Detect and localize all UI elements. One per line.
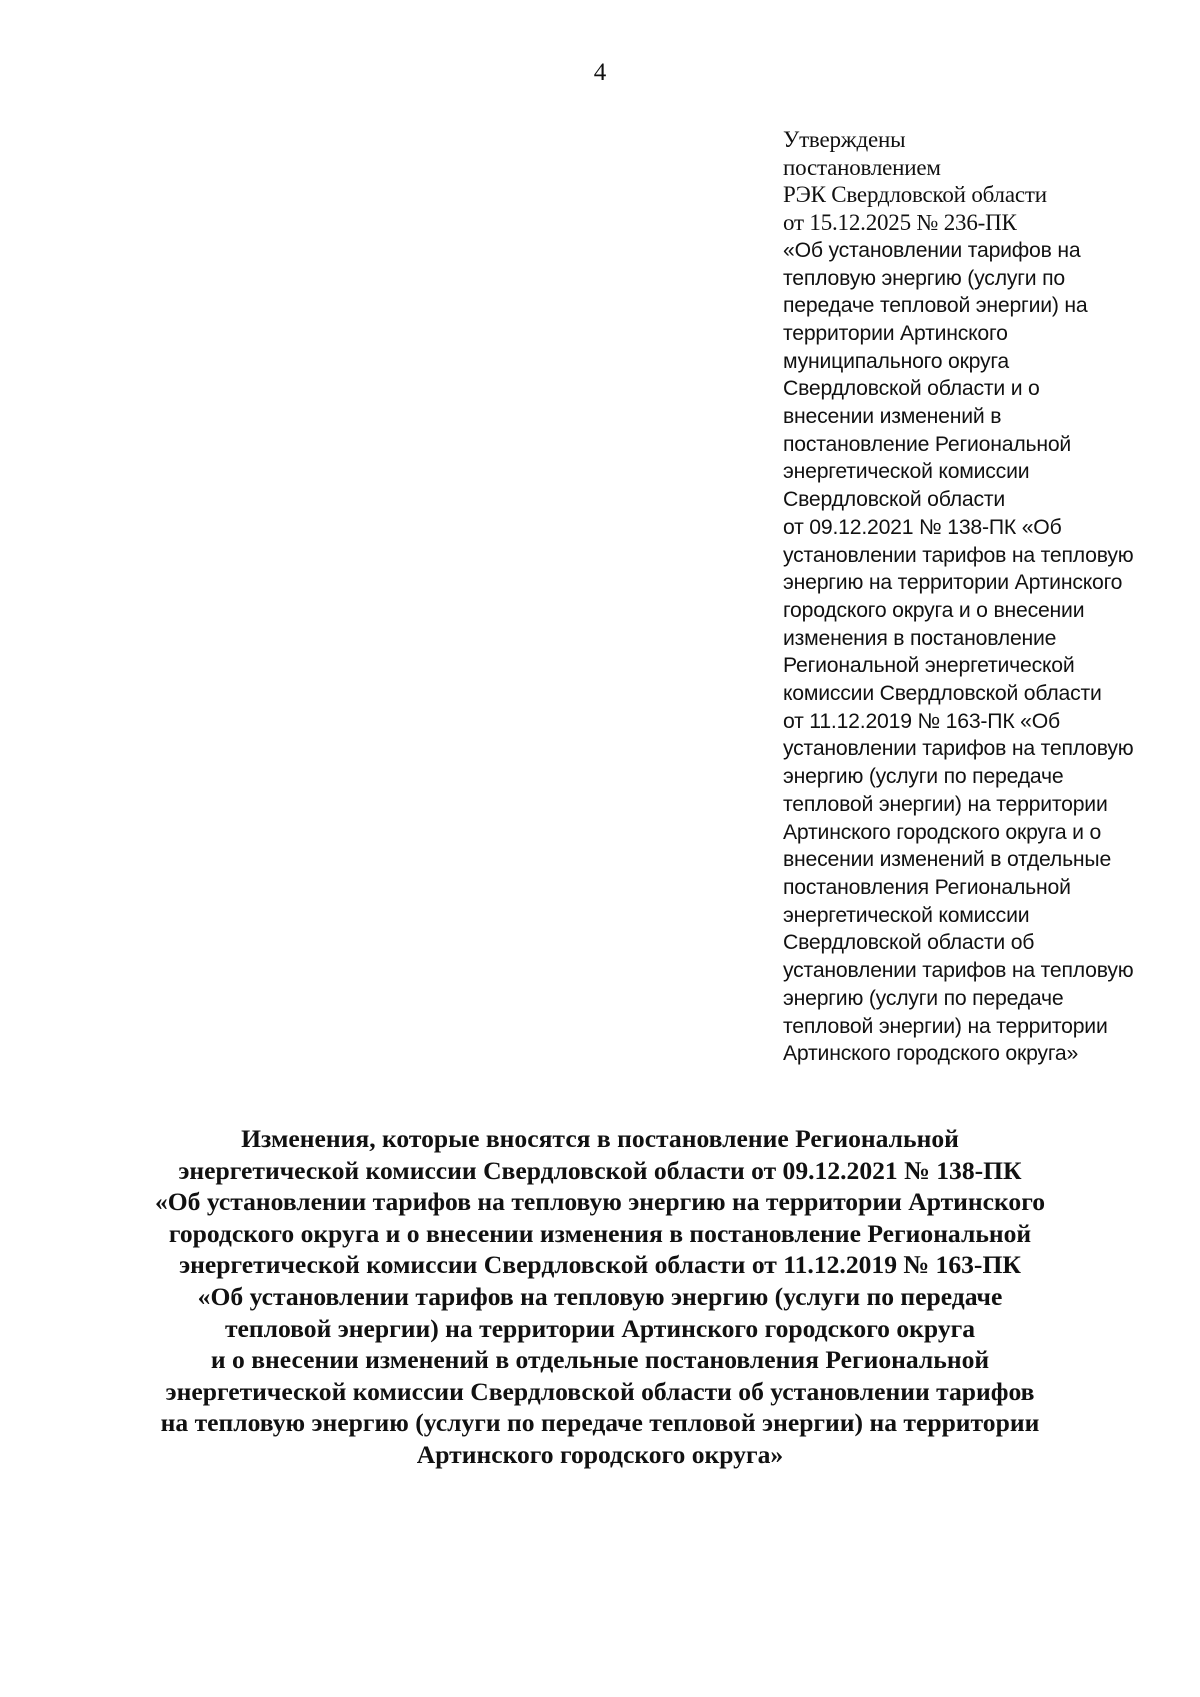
title-line: энергетической комиссии Свердловской области об установлении тарифов — [165, 1376, 1035, 1406]
approval-line: Утверждены — [783, 127, 906, 152]
approval-line: энергетической комиссии — [783, 903, 1030, 927]
approval-line: Артинского городского округа и о — [783, 820, 1102, 844]
title-line: энергетической комиссии Свердловской области от 11.12.2019 № 163-ПК — [179, 1250, 1021, 1280]
approval-stamp-block — [783, 126, 1193, 1068]
title-line: «Об установлении тарифов на тепловую энергию на территории Артинского — [154, 1187, 1046, 1217]
approval-line: тепловую энергию (услуги по — [783, 266, 1065, 290]
approval-line: комиссии Свердловской области — [783, 682, 1102, 706]
approval-line: Свердловской области — [783, 488, 1006, 512]
approval-line: Артинского городского округа» — [783, 1042, 1079, 1066]
approval-line: установлении тарифов на тепловую — [783, 959, 1134, 983]
title-line: и о внесении изменений в отдельные постановления Региональной — [210, 1345, 990, 1375]
approval-line: от 11.12.2019 № 163-ПК «Об — [783, 709, 1060, 733]
approval-line: изменения в постановление — [783, 626, 1057, 650]
approval-line: Свердловской области об — [783, 931, 1035, 955]
approval-line: тепловой энергии) на территории — [783, 1014, 1108, 1038]
approval-line: муниципального округа — [783, 349, 1010, 373]
title-line: Изменения, которые вносятся в постановление Региональной — [241, 1124, 959, 1153]
approval-line: внесении изменений в — [783, 405, 1002, 429]
approval-line: Региональной энергетической — [783, 654, 1075, 678]
approval-line: тепловой энергии) на территории — [783, 792, 1108, 816]
title-line: городского округа и о внесении изменения в постановление Региональной — [168, 1218, 1032, 1248]
document-title — [100, 1123, 1100, 1471]
page-number: 4 — [593, 59, 607, 86]
approval-line: территории Артинского — [783, 321, 1008, 345]
approval-line: РЭК Свердловской области — [783, 182, 1047, 208]
approval-line: передаче тепловой энергии) на — [783, 294, 1088, 318]
approval-line: постановления Региональной — [783, 875, 1071, 899]
approval-line: городского округа и о внесении — [783, 598, 1085, 622]
title-line: тепловой энергии) на территории Артинского городского округа — [224, 1313, 976, 1343]
title-line: энергетической комиссии Свердловской области от 09.12.2021 № 138-ПК — [178, 1155, 1022, 1185]
approval-line: энергию на территории Артинского — [783, 571, 1123, 595]
approval-line: от 15.12.2025 № 236-ПК — [783, 210, 1017, 236]
title-line: Артинского городского округа» — [416, 1439, 784, 1469]
approval-line: энергию (услуги по передаче — [783, 765, 1064, 789]
approval-line: энергетической комиссии — [783, 460, 1030, 484]
approval-line: энергию (услуги по передаче — [783, 986, 1064, 1010]
approval-line: Свердловской области и о — [783, 377, 1040, 401]
approval-line: «Об установлении тарифов на — [783, 238, 1081, 262]
approval-line: постановлением — [783, 154, 941, 180]
approval-line: установлении тарифов на тепловую — [783, 737, 1134, 761]
approval-line: внесении изменений в отдельные — [783, 848, 1112, 872]
approval-line: от 09.12.2021 № 138-ПК «Об — [783, 515, 1062, 539]
title-line: «Об установлении тарифов на тепловую энергию (услуги по передаче — [197, 1281, 1003, 1311]
approval-line: установлении тарифов на тепловую — [783, 543, 1134, 567]
approval-line: постановление Региональной — [783, 432, 1072, 456]
title-line: на тепловую энергию (услуги по передаче тепловой энергии) на территории — [160, 1408, 1040, 1438]
